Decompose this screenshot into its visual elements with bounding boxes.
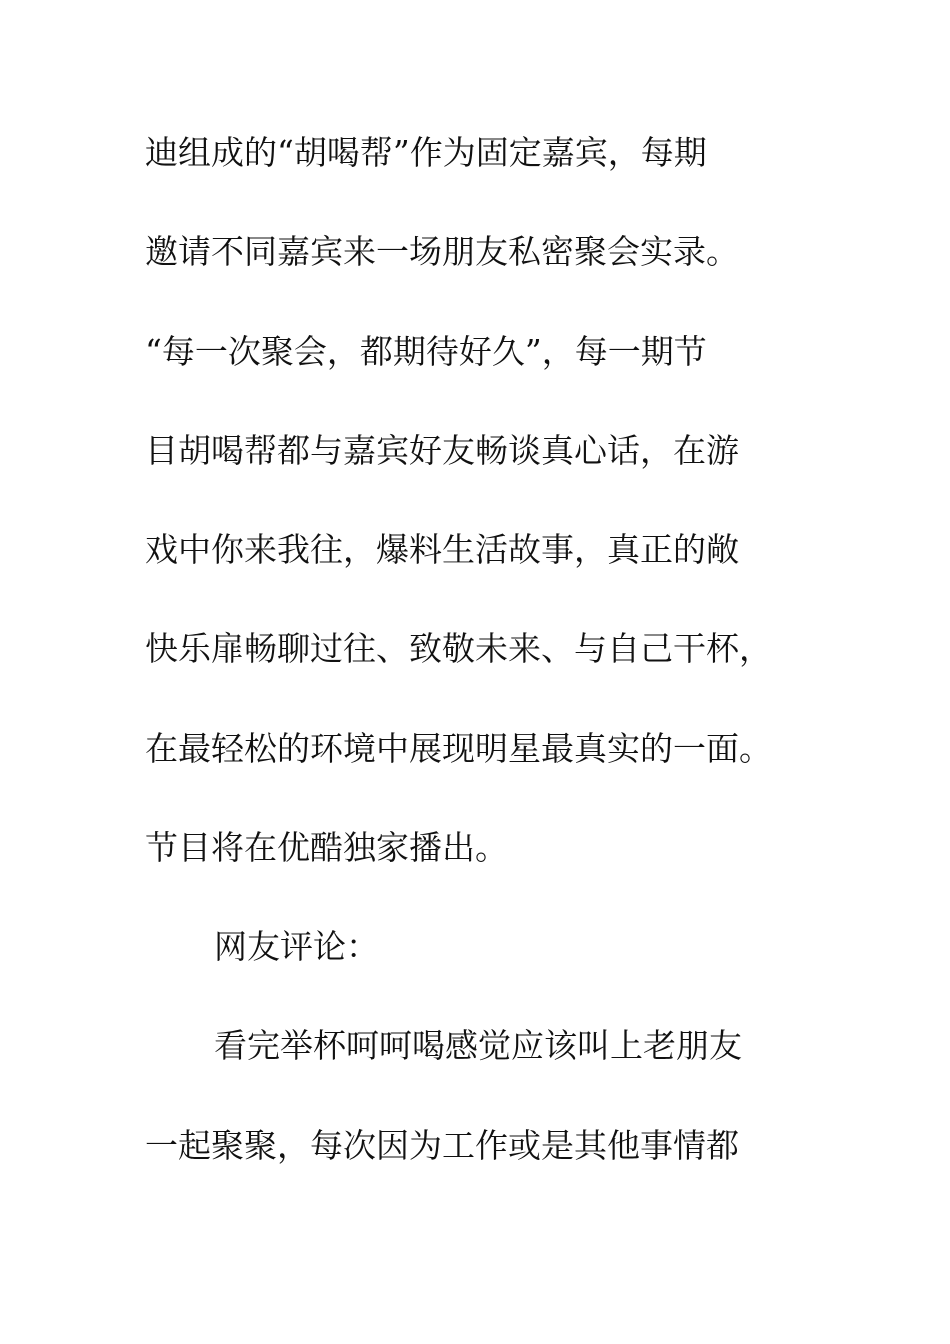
- text-line-10: 看完举杯呵呵喝感觉应该叫上老朋友: [214, 1026, 742, 1065]
- text-line-8: 节目将在优酷独家播出。: [145, 828, 508, 867]
- text-line-1: 迪组成的“胡喝帮”作为固定嘉宾，每期: [145, 133, 707, 172]
- section-heading-comments: 网友评论：: [214, 927, 379, 966]
- text-line-5: 戏中你来我往，爆料生活故事，真正的敞: [145, 530, 739, 569]
- text-line-3: “每一次聚会，都期待好久”，每一期节: [145, 332, 707, 371]
- text-line-2: 邀请不同嘉宾来一场朋友私密聚会实录。: [145, 232, 739, 271]
- text-line-11: 一起聚聚，每次因为工作或是其他事情都: [145, 1126, 739, 1165]
- text-line-4: 目胡喝帮都与嘉宾好友畅谈真心话，在游: [145, 431, 739, 470]
- text-line-7: 在最轻松的环境中展现明星最真实的一面。: [145, 729, 772, 768]
- text-line-6: 快乐扉畅聊过往、致敬未来、与自己干杯，: [145, 629, 772, 668]
